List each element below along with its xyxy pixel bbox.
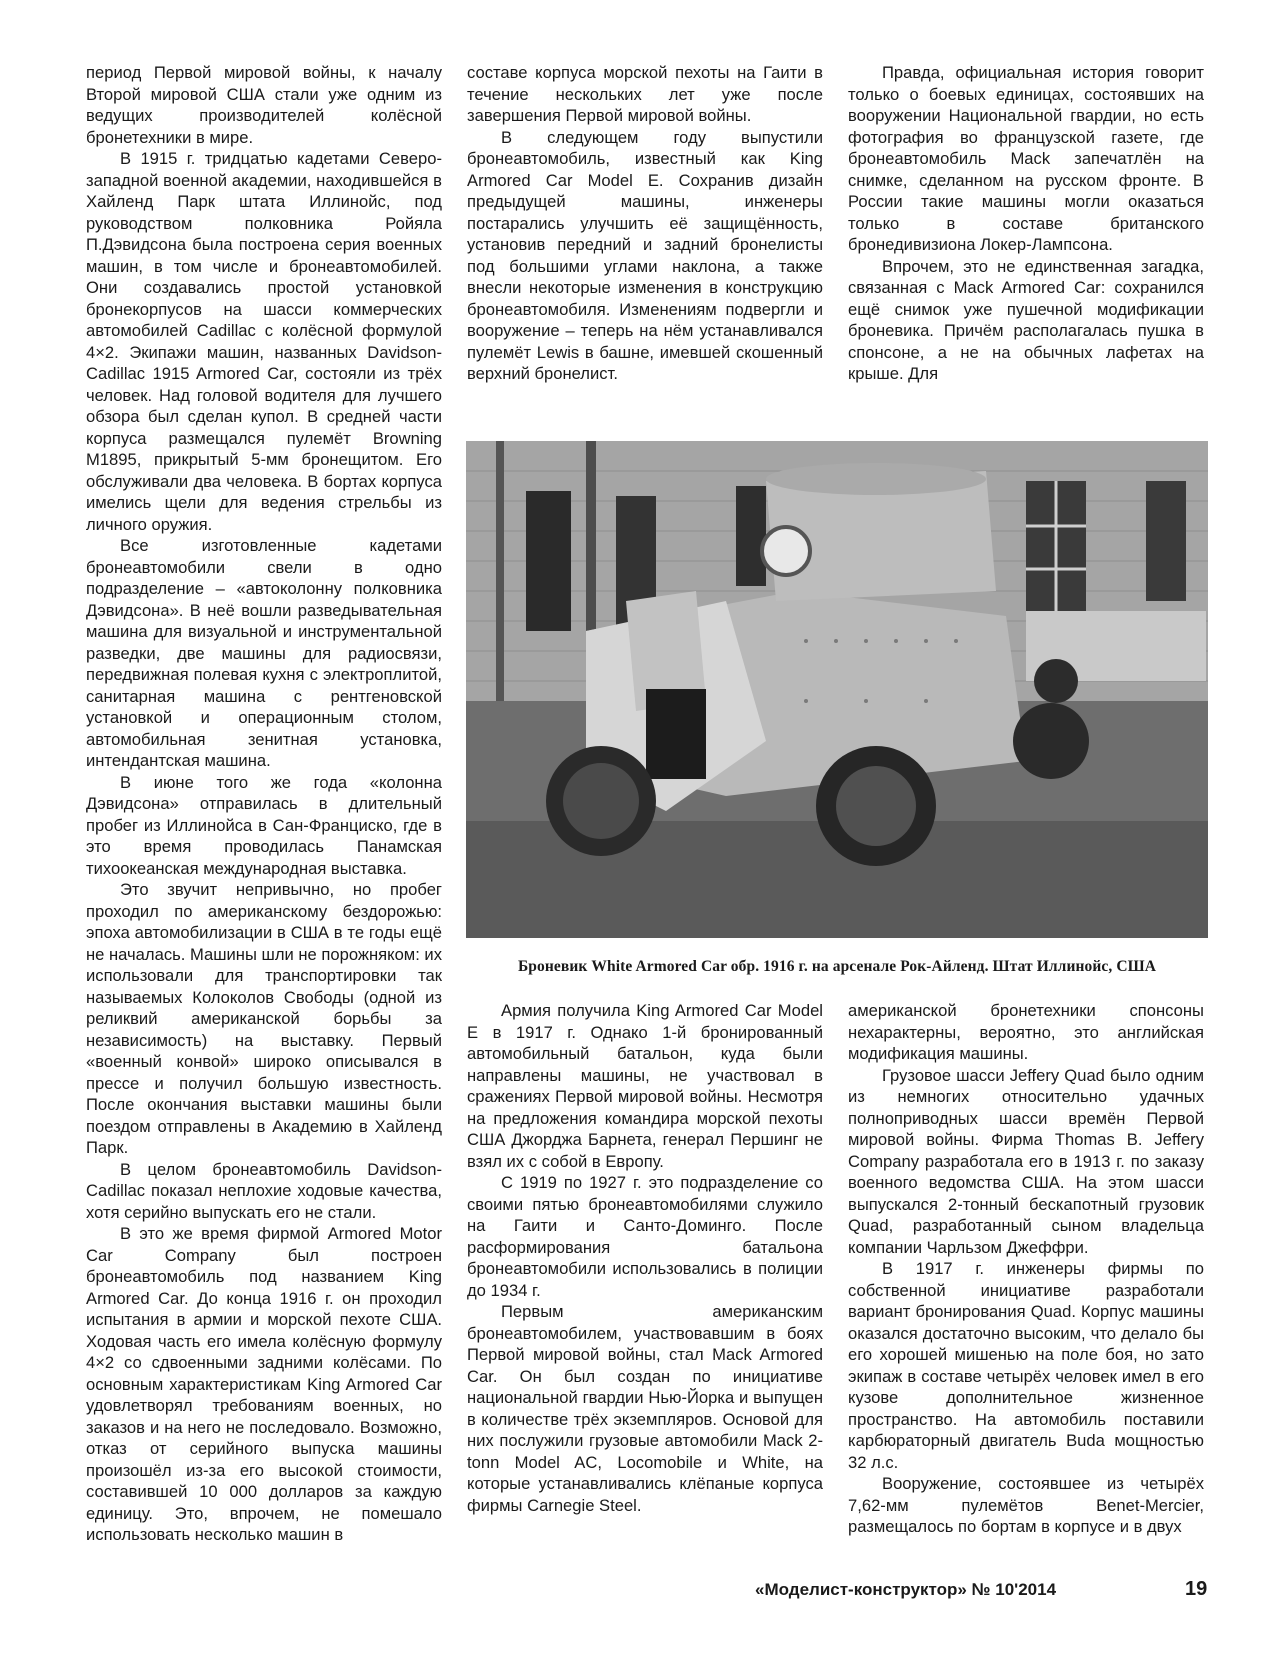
paragraph: В июне того же года «колонна Дэвидсона» отправилась в длительный пробег из Иллинойса в Сан-Франциско, где в это время проводилась Панамская тихоокеанская международная выставка. — [86, 772, 442, 878]
text-column-1 — [86, 62, 442, 1546]
magazine-footer: «Моделист-конструктор» № 10'2014 — [755, 1580, 1057, 1599]
paragraph: Это звучит непривычно, но пробег проходил по американскому бездорожью: эпоха автомобилизации в США в те годы ещё не началась. Машины шли не порожняком: их использовали для транспортировки так называемых Колоколов Свободы (одной из реликвий американской борьбы за независимость) на выставку. Первый «военный конвой» широко описывался в прессе и получил большую известность. После окончания выставки машины были поездом отправлены в Академию в Хайленд Парк. — [86, 880, 442, 1157]
photo-illustration — [466, 441, 1208, 938]
paragraph: Правда, официальная история говорит только о боевых единицах, состоявших на вооружении Национальной гвардии, но есть фотография во французской газете, где бронеавтомобиль Mack запечатлён на снимке, сделанном на русском фронте. В России такие машины могли оказаться только в составе британского бронедивизиона Локер-Лампсона. — [848, 63, 1204, 254]
paragraph: С 1919 по 1927 г. это подразделение со своими пятью бронеавтомобилями служило на Гаити и Санто-Доминго. После расформирования батальона бронеавтомобили использовались в полиции до 1934 г. — [467, 1173, 823, 1300]
paragraph: Все изготовленные кадетами бронеавтомобили свели в одно подразделение – «автоколонну полковника Дэвидсона». В неё вошли разведывательная машина для визуальной и инструментальной разведки, две машины для радиосвязи, передвижная полевая кухня с электроплитой, санитарная машина с рентгеновской установкой и операционным столом, автомобильная зенитная установка, интендантская машина. — [86, 536, 442, 770]
text-column-3-top — [848, 62, 1204, 385]
paragraph: Впрочем, это не единственная загадка, связанная с Mack Armored Car: сохранился ещё снимок уже пушечной модификации броневика. Причём располагалась пушка в спонсоне, а не на обычных лафетах на крыше. Для — [848, 256, 1204, 383]
text-column-2-bottom — [467, 1000, 823, 1516]
paragraph: Вооружение, состоявшее из четырёх 7,62-мм пулемётов Benet-Mercier, размещалось по бортам в корпусе и в двух — [848, 1474, 1204, 1536]
page-number: 19 — [1185, 1578, 1208, 1600]
paragraph: В 1915 г. тридцатью кадетами Северо-западной военной академии, находившейся в Хайленд Парк штата Иллинойс, под руководством полковника Ройяла П.Дэвидсона была построена серия военных машин, в том числе и бронеавтомобилей. Они создавались простой установкой бронекорпусов на шасси коммерческих автомобилей Cadillac с колёсной формулой 4×2. Экипажи машин, названных Davidson-Cadillac 1915 Armored Car, состояли из трёх человек. Над головой водителя для лучшего обзора был сделан купол. В средней части корпуса размещался пулемёт Browning M1895, прикрытый 5-мм бронещитом. Его обслуживали два человека. В бортах корпуса имелись щели для ведения стрельбы из личного оружия. — [86, 149, 442, 534]
paragraph: американской бронетехники спонсоны нехарактерны, вероятно, это английская модификация машины. — [848, 1001, 1204, 1063]
paragraph: В это же время фирмой Armored Motor Car Company был построен бронеавтомобиль под названием King Armored Car. До конца 1916 г. он проходил испытания в армии и морской пехоте США. Ходовая часть его имела колёсную формулу 4×2 со сдвоенными задними колёсами. По основным характеристикам King Armored Car удовлетворял требованиям военных, но заказов и на него не последовало. Возможно, отказ от серийного выпуска машины произошёл из-за его высокой стоимости, составившей 10 000 долларов за каждую единицу. Это, впрочем, не помешало использовать несколько машин в — [86, 1224, 442, 1544]
text-column-3-bottom — [848, 1000, 1204, 1538]
paragraph: период Первой мировой войны, к началу Второй мировой США стали уже одним из ведущих производителей колёсной бронетехники в мире. — [86, 63, 442, 147]
photo-caption: Броневик White Armored Car обр. 1916 г. на арсенале Рок-Айленд. Штат Иллинойс, США — [517, 958, 1157, 975]
paragraph: составе корпуса морской пехоты на Гаити в течение нескольких лет уже после завершения Первой мировой войны. — [467, 63, 823, 125]
armored-car-photo — [466, 441, 1208, 938]
paragraph: Грузовое шасси Jeffery Quad было одним из немногих относительно удачных полноприводных шасси времён Первой мировой войны. Фирма Thomas B. Jeffery Company разработала его в 1913 г. по заказу военного ведомства США. На этом шасси выпускался 2-тонный бескапотный грузовик Quad, разработанный сыном владельца компании Чарльзом Джеффри. — [848, 1065, 1204, 1257]
paragraph: Первым американским бронеавтомобилем, участвовавшим в боях Первой мировой войны, стал Mack Armored Car. Он был создан по инициативе национальной гвардии Нью-Йорка и выпущен в количестве трёх экземпляров. Основой для них послужили грузовые автомобили Mack 2-tonn Model AC, Locomobile и White, на которые устанавливались клёпаные корпуса фирмы Carnegie Steel. — [467, 1302, 823, 1515]
text-column-2-top — [467, 62, 823, 385]
paragraph: В 1917 г. инженеры фирмы по собственной инициативе разработали вариант бронирования Quad. Корпус машины оказался достаточно высоким, что делало бы его хорошей мишенью на поле боя, но зато экипаж в составе четырёх человек имел в его кузове дополнительное жизненное пространство. На автомобиль поставили карбюраторный двигатель Buda мощностью 32 л.с. — [848, 1259, 1204, 1472]
paragraph: Армия получила King Armored Car Model E в 1917 г. Однако 1-й бронированный автомобильный батальон, куда были направлены машины, не участвовал в сражениях Первой мировой войны. Несмотря на предложения командира морской пехоты США Джорджа Барнета, генерал Першинг не взял их с собой в Европу. — [467, 1001, 823, 1171]
paragraph: В целом бронеавтомобиль Davidson-Cadillac показал неплохие ходовые качества, хотя серийно выпускать его не стали. — [86, 1159, 442, 1222]
paragraph: В следующем году выпустили бронеавтомобиль, известный как King Armored Car Model E. Сохранив дизайн предыдущей машины, инженеры постарались улучшить её защищённость, установив передний и задний бронелисты под большими углами наклона, а также внесли некоторые изменения в конструкцию бронеавтомобиля. Изменениям подвергли и вооружение – теперь на нём устанавливался пулемёт Lewis в башне, имевшей скошенный верхний бронелист. — [467, 127, 823, 383]
